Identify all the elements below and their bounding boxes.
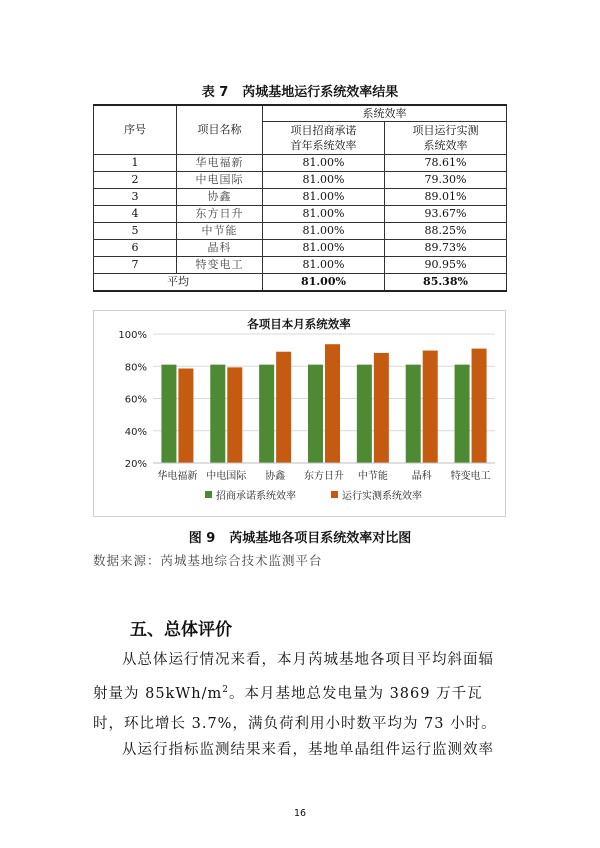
- row-no: 1: [94, 155, 177, 172]
- row-measured: 79.30%: [385, 172, 507, 189]
- x-tick-label: 中节能: [357, 471, 388, 482]
- table-title-label: 表 7: [201, 85, 229, 100]
- header-group: 系统效率: [263, 105, 507, 122]
- row-measured: 93.67%: [385, 206, 507, 223]
- section-heading: 五、总体评价: [130, 620, 232, 640]
- paragraph-overall: [93, 645, 508, 739]
- data-source: 数据来源：芮城基地综合技术监测平台: [93, 553, 323, 568]
- header-seq: 序号: [94, 105, 177, 155]
- row-measured: 89.73%: [385, 240, 507, 257]
- header-measured-line1: 项目运行实测: [412, 124, 479, 137]
- table-row: [94, 223, 507, 240]
- superscript: 2: [222, 685, 229, 695]
- row-name: 东方日升: [177, 206, 263, 223]
- row-name: 晶科: [177, 240, 263, 257]
- y-tick-label: 80%: [124, 362, 147, 374]
- row-no: 7: [94, 257, 177, 274]
- row-no: 2: [94, 172, 177, 189]
- row-no: 5: [94, 223, 177, 240]
- bar: [423, 351, 438, 463]
- figure-caption-text: 芮城基地各项目系统效率对比图: [229, 531, 412, 546]
- row-name: 协鑫: [177, 189, 263, 206]
- row-measured: 88.25%: [385, 223, 507, 240]
- figure-caption-label: 图 9: [188, 531, 216, 546]
- bar: [210, 365, 225, 463]
- row-measured: 78.61%: [385, 155, 507, 172]
- header-name: 项目名称: [177, 105, 263, 155]
- bar: [276, 352, 291, 463]
- bar: [325, 344, 340, 463]
- y-tick-label: 20%: [124, 459, 147, 470]
- row-no: 6: [94, 240, 177, 257]
- table-average-row: [94, 274, 507, 292]
- x-tick-label: 中电国际: [206, 471, 247, 482]
- bar: [161, 365, 176, 463]
- x-tick-label: 协鑫: [265, 471, 286, 482]
- y-tick-label: 100%: [118, 330, 147, 341]
- legend-swatch: [331, 491, 338, 498]
- row-promised: 81.00%: [263, 189, 385, 206]
- row-name: 华电福新: [177, 155, 263, 172]
- paragraph-overall-part1: 从总体运行情况来看，本月芮城基地各项目平均斜面辐射量为 85kWh/m: [93, 652, 494, 702]
- table-row: [94, 189, 507, 206]
- figure-caption: [0, 527, 600, 546]
- bar: [406, 365, 421, 463]
- header-promised-line2: 首年系统效率: [290, 139, 357, 152]
- bar: [472, 349, 487, 463]
- bar: [178, 368, 193, 463]
- table-row: [94, 206, 507, 223]
- row-promised: 81.00%: [263, 172, 385, 189]
- header-promised: [263, 122, 385, 155]
- row-promised: 81.00%: [263, 240, 385, 257]
- table-row: [94, 240, 507, 257]
- row-measured: 89.01%: [385, 189, 507, 206]
- row-promised: 81.00%: [263, 155, 385, 172]
- paragraph-indicators: 从运行指标监测结果来看，基地单晶组件运行监测效率: [122, 742, 494, 758]
- table-title: [0, 81, 600, 100]
- row-promised: 81.00%: [263, 223, 385, 240]
- table-row: [94, 155, 507, 172]
- bar: [455, 365, 470, 463]
- bar: [374, 353, 389, 463]
- row-promised: 81.00%: [263, 257, 385, 274]
- page-number: 16: [293, 808, 307, 819]
- row-name: 特变电工: [177, 257, 263, 274]
- row-no: 3: [94, 189, 177, 206]
- bar: [259, 365, 274, 463]
- x-tick-label: 特变电工: [450, 471, 491, 482]
- header-measured: [385, 122, 507, 155]
- average-label: 平均: [94, 274, 263, 292]
- efficiency-table: [93, 104, 507, 292]
- chart-title: 各项目本月系统效率: [247, 317, 351, 331]
- efficiency-bar-chart: [93, 310, 506, 517]
- chart-frame: [94, 311, 506, 517]
- header-measured-line2: 系统效率: [423, 139, 468, 152]
- legend-swatch: [205, 491, 212, 498]
- table-title-text: 芮城基地运行系统效率结果: [242, 85, 399, 100]
- x-tick-label: 华电福新: [157, 471, 198, 482]
- row-name: 中电国际: [177, 172, 263, 189]
- row-no: 4: [94, 206, 177, 223]
- x-tick-label: 东方日升: [304, 471, 344, 482]
- average-measured: 85.38%: [385, 274, 507, 292]
- legend-label: 运行实测系统效率: [342, 491, 422, 502]
- legend-label: 招商承诺系统效率: [216, 491, 296, 502]
- table-row: [94, 172, 507, 189]
- header-promised-line1: 项目招商承诺: [290, 124, 357, 137]
- bar: [308, 365, 323, 463]
- bar: [357, 365, 372, 463]
- row-name: 中节能: [177, 223, 263, 240]
- paragraph-overall-part2: 。本月基地总发电量为 3869 万千瓦时，环比增长 3.7%，满负荷利用小时数平均为 73 小时。: [93, 685, 497, 732]
- row-measured: 90.95%: [385, 257, 507, 274]
- bar: [227, 367, 242, 463]
- average-promised: 81.00%: [263, 274, 385, 292]
- table-row: [94, 257, 507, 274]
- row-promised: 81.00%: [263, 206, 385, 223]
- y-tick-label: 40%: [124, 426, 147, 438]
- x-tick-label: 晶科: [411, 471, 432, 482]
- y-tick-label: 60%: [124, 394, 147, 406]
